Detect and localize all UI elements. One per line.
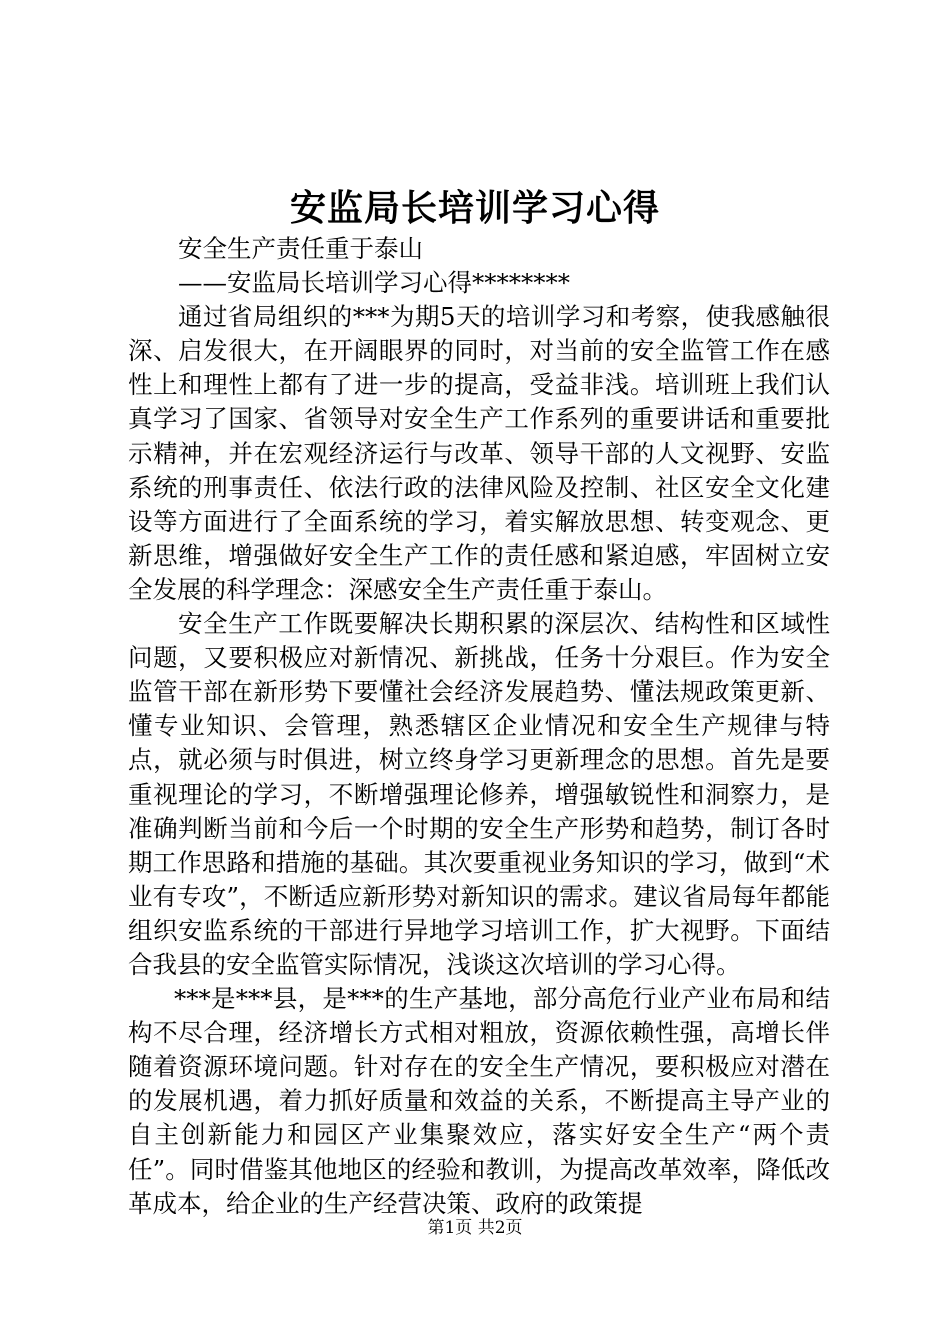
body-paragraph: ***是***县，是***的生产基地，部分高危行业产业布局和结构不尽合理，经济增长方式相对粗放，资源依赖性强，高增长伴随着资源环境问题。针对存在的安全生产情况，要积极应对潜在的发展机遇，着力抓好质量和效益的关系，不断提高主导产业的自主创新能力和园区产业集聚效应，落实好安全生产“两个责任”。同时借鉴其他地区的经验和教训，为提高改革效率，降低改革成本，给企业的生产经营决策、政府的政策提 (128, 984, 830, 1218)
body-paragraph: 通过省局组织的***为期5天的培训学习和考察，使我感触很深、启发很大，在开阔眼界的同时，对当前的安全监管工作在感性上和理性上都有了进一步的提高，受益非浅。培训班上我们认真学习了国家、省领导对安全生产工作系列的重要讲话和重要批示精神，并在宏观经济运行与改革、领导干部的人文视野、安监系统的刑事责任、依法行政的法律风险及控制、社区安全文化建设等方面进行了全面系统的学习，着实解放思想、转变观念、更新思维，增强做好安全生产工作的责任感和紧迫感，牢固树立安全发展的科学理念：深感安全生产责任重于泰山。 (128, 302, 830, 604)
document-title: 安监局长培训学习心得 (289, 187, 660, 229)
body-paragraph: 安全生产工作既要解决长期积累的深层次、结构性和区域性问题，又要积极应对新情况、新挑战，任务十分艰巨。作为安全监管干部在新形势下要懂社会经济发展趋势、懂法规政策更新、懂专业知识、会管理，熟悉辖区企业情况和安全生产规律与特点，就必须与时俱进，树立终身学习更新理念的思想。首先是要重视理论的学习，不断增强理论修养，增强敏锐性和洞察力，是准确判断当前和今后一个时期的安全生产形势和趋势，制订各时期工作思路和措施的基础。其次要重视业务知识的学习，做到“术业有专攻”，不断适应新形势对新知识的需求。建议省局每年都能组织安监系统的干部进行异地学习培训工作，扩大视野。下面结合我县的安全监管实际情况，浅谈这次培训的学习心得。 (128, 609, 830, 979)
document-byline: ——安监局长培训学习心得******** (178, 268, 570, 298)
page-footer: 第1页 共2页 (427, 1218, 523, 1238)
document-body (128, 232, 830, 1221)
document-subtitle: 安全生产责任重于泰山 (178, 234, 423, 263)
